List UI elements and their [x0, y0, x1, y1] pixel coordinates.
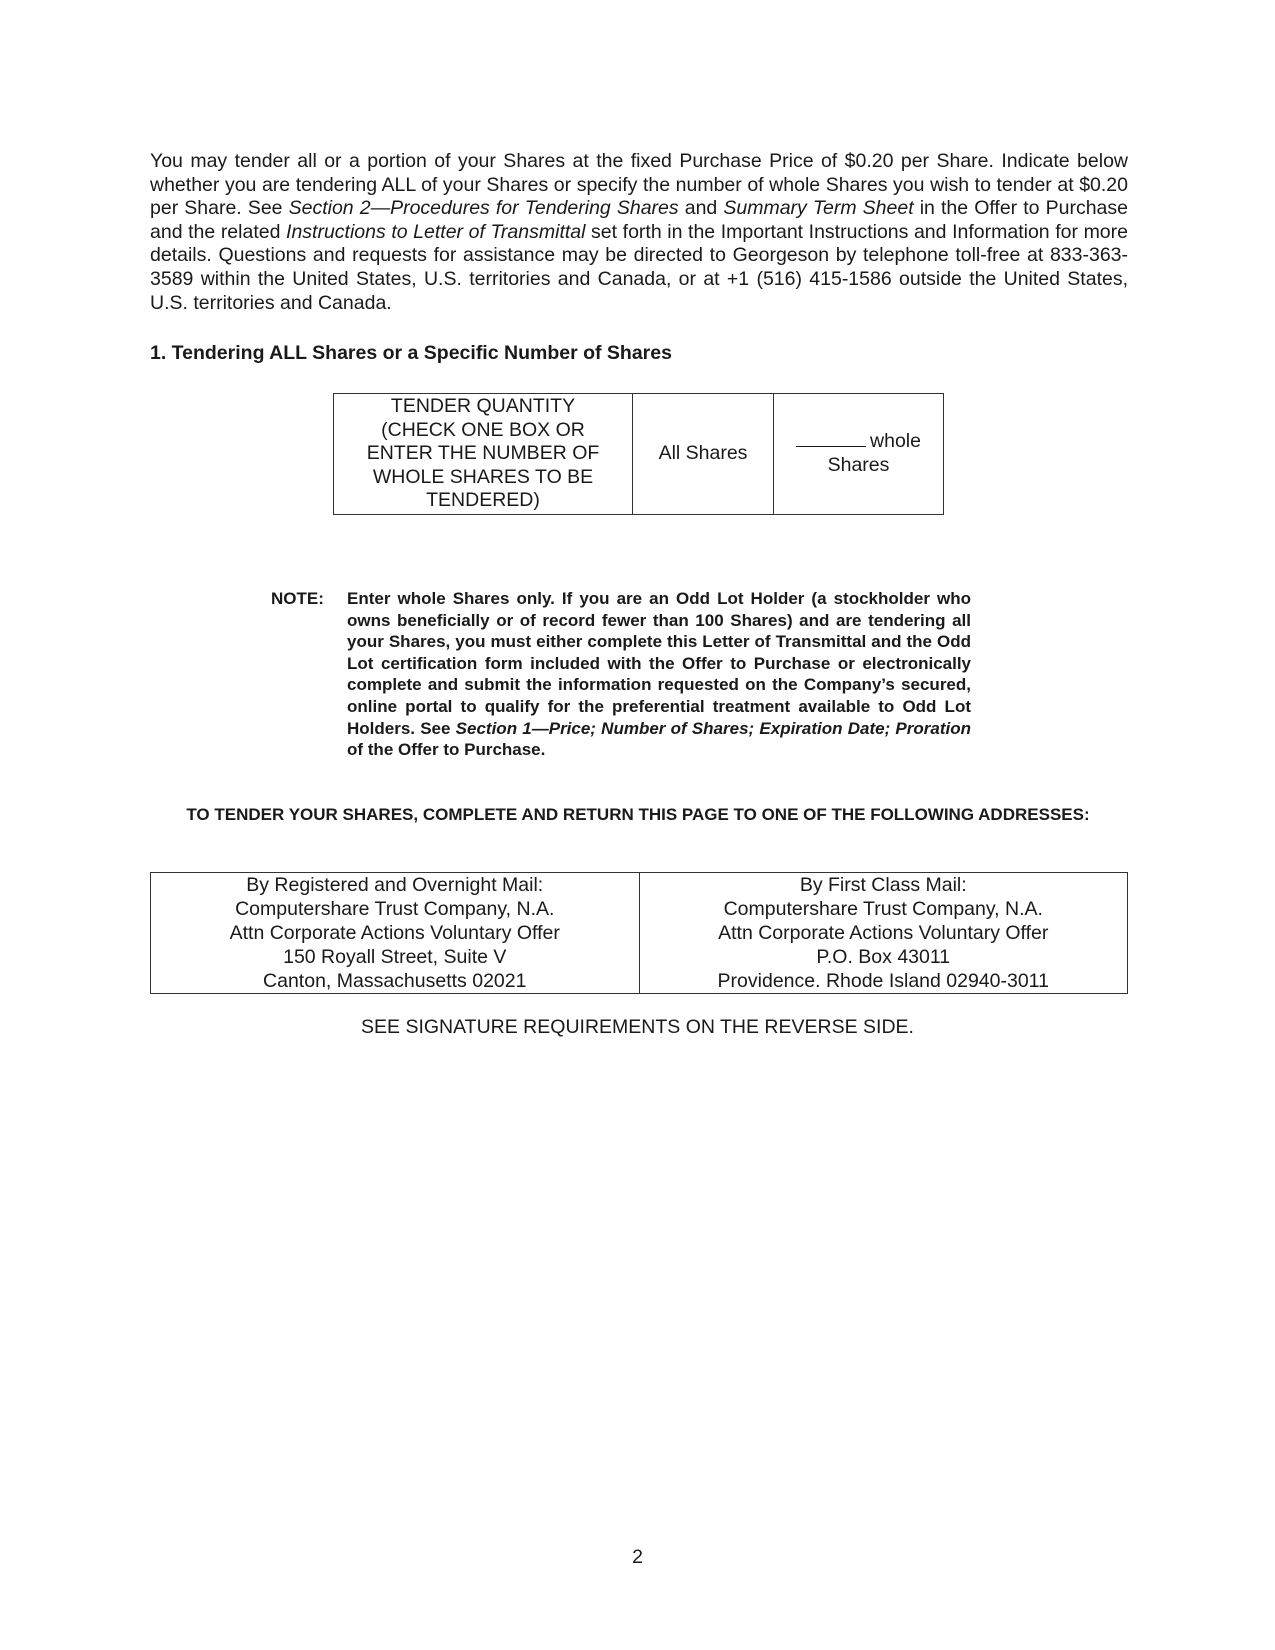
intro-text-2: and — [678, 197, 724, 220]
note-text — [347, 588, 971, 761]
address-line: Attn Corporate Actions Voluntary Offer — [718, 922, 1049, 944]
whole-shares-line — [774, 430, 943, 454]
first-class-mail-address — [639, 873, 1128, 994]
address-line: Providence. Rhode Island 02940-3011 — [717, 970, 1049, 992]
intro-text-1: You may tender all or a portion of your Shares at the fixed Purchase Price of $0.20 per Share. Indicate below whether you are tendering ALL of your Shares or specify the number of whole Shares you wish to tender at $0.20 per Share. See — [150, 150, 1128, 220]
address-line: 150 Royall Street, Suite V — [283, 946, 507, 968]
note-text-1: Enter whole Shares only. If you are an Odd Lot Holder (a stockholder who owns beneficially or of record fewer than 100 Shares) and are tendering all your Shares, you must either complete this Letter of Transmittal and the Odd Lot certification form included with the Offer to Purchase or electronically complete and submit the information requested on the Company’s secured, online portal to qualify for the preferential treatment available to Odd Lot Holders. See — [347, 589, 971, 738]
address-line: Attn Corporate Actions Voluntary Offer — [229, 922, 560, 944]
address-line: By Registered and Overnight Mail: — [246, 874, 544, 896]
address-line: Computershare Trust Company, N.A. — [723, 898, 1043, 920]
return-instruction: TO TENDER YOUR SHARES, COMPLETE AND RETURN THIS PAGE TO ONE OF THE FOLLOWING ADDRESSES: — [186, 805, 1090, 824]
whole-shares-option[interactable] — [774, 394, 944, 515]
summary-term-sheet-reference: Summary Term Sheet — [723, 197, 914, 220]
overnight-mail-address — [151, 873, 640, 994]
address-line: P.O. Box 43011 — [816, 946, 951, 968]
whole-shares-blank-field[interactable] — [796, 430, 866, 447]
page-number: 2 — [632, 1546, 643, 1568]
intro-text-3: in the Offer to Purchase and the related — [150, 197, 1129, 243]
address-line: Computershare Trust Company, N.A. — [235, 898, 555, 920]
all-shares-label: All Shares — [658, 442, 748, 465]
intro-paragraph — [150, 150, 1128, 315]
whole-label: whole — [870, 430, 921, 453]
section-heading: 1. Tendering ALL Shares or a Specific Number of Shares — [150, 342, 672, 364]
all-shares-option[interactable] — [633, 394, 774, 515]
note-text-2: of the Offer to Purchase. — [347, 740, 546, 760]
tender-quantity-text: TENDER QUANTITY (CHECK ONE BOX OR ENTER THE NUMBER OF WHOLE SHARES TO BE TENDERED) — [366, 395, 600, 512]
note-label: NOTE: — [271, 589, 324, 608]
odd-lot-note — [271, 588, 971, 761]
mailing-addresses-table — [150, 872, 1128, 994]
address-line: By First Class Mail: — [799, 874, 967, 896]
intro-text-4: set forth in the Important Instructions and Information for more details. Questions and requests for assistance may be directed to Georgeson by telephone toll-free at 833-363-3589 within the United States, U.S. territories and Canada, or at +1 (516) 415-1586 outside the United States, U.S. territories and Canada. — [150, 220, 1128, 314]
instructions-reference: Instructions to Letter of Transmittal — [286, 220, 586, 243]
tender-quantity-table — [333, 393, 944, 515]
address-line: Canton, Massachusetts 02021 — [263, 970, 527, 992]
shares-label: Shares — [827, 454, 890, 476]
section-1-reference: Section 1—Price; Number of Shares; Expiration Date; Proration — [455, 718, 971, 738]
section-2-reference: Section 2—Procedures for Tendering Shares — [288, 197, 679, 220]
signature-requirements-note: SEE SIGNATURE REQUIREMENTS ON THE REVERSE SIDE. — [361, 1016, 914, 1038]
tender-quantity-label — [334, 394, 633, 515]
